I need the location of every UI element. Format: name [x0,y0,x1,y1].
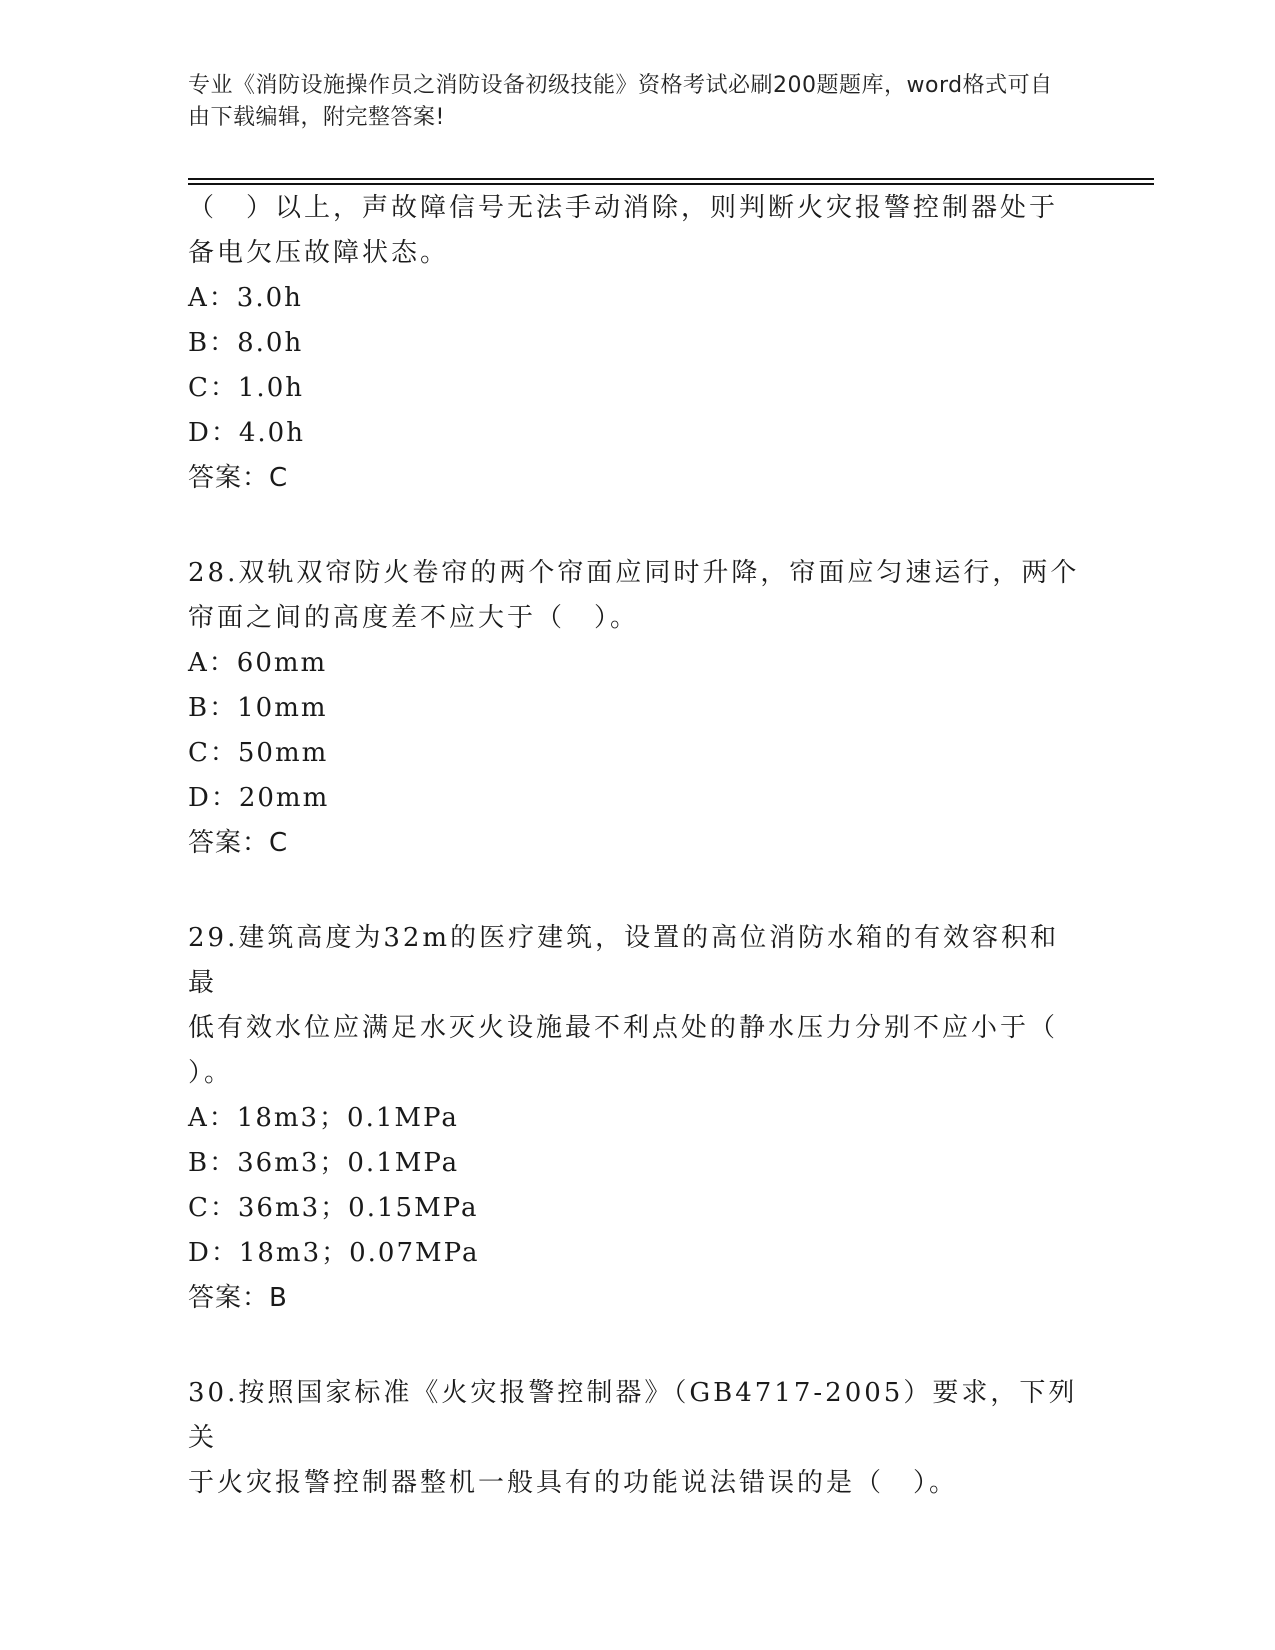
answer: 答案：C [188,463,289,493]
option-b: B：36m3；0.1MPa [188,1148,460,1178]
question-list [188,186,1088,1506]
option-a: A：3.0h [188,283,303,313]
option-b: B：10mm [188,693,328,723]
question-stem-line: ）。 [188,1058,234,1088]
option-d: D：4.0h [188,418,305,448]
header-title: 专业《消防设施操作员之消防设备初级技能》资格考试必刷200题题库，word格式可自由下载编辑，附完整答案! [188,73,1053,130]
question-stem-line: 28.双轨双帘防火卷帘的两个帘面应同时升降，帘面应匀速运行，两个 [188,558,1080,588]
question-stem-line: 29.建筑高度为32m的医疗建筑，设置的高位消防水箱的有效容积和最 [188,923,1060,998]
option-c: C：36m3；0.15MPa [188,1193,479,1223]
spacer [188,1321,1088,1371]
question-stem-line: 帘面之间的高度差不应大于（ ）。 [188,603,640,633]
question-28 [188,551,1088,866]
option-c: C：50mm [188,738,329,768]
option-d: D：18m3；0.07MPa [188,1238,480,1268]
question-29 [188,916,1088,1321]
option-c: C：1.0h [188,373,304,403]
question-stem-line: 备电欠压故障状态。 [188,238,450,268]
option-a: A：60mm [188,648,328,678]
answer: 答案：B [188,1283,288,1313]
header-divider-top [188,178,1154,180]
spacer [188,501,1088,551]
option-a: A：18m3；0.1MPa [188,1103,459,1133]
header-divider-bottom [188,183,1154,185]
option-b: B：8.0h [188,328,304,358]
answer: 答案：C [188,828,289,858]
question-stem-line: 低有效水位应满足水灭火设施最不利点处的静水压力分别不应小于（ [188,1013,1059,1043]
question-stem-line: （ ）以上，声故障信号无法手动消除，则判断火灾报警控制器处于 [188,193,1059,223]
question-stem-line: 于火灾报警控制器整机一般具有的功能说法错误的是（ ）。 [188,1468,959,1498]
document-header [188,70,1068,134]
question-27 [188,186,1088,501]
question-30 [188,1371,1088,1506]
spacer [188,866,1088,916]
option-d: D：20mm [188,783,330,813]
question-stem-line: 30.按照国家标准《火灾报警控制器》（GB4717-2005）要求，下列关 [188,1378,1078,1453]
